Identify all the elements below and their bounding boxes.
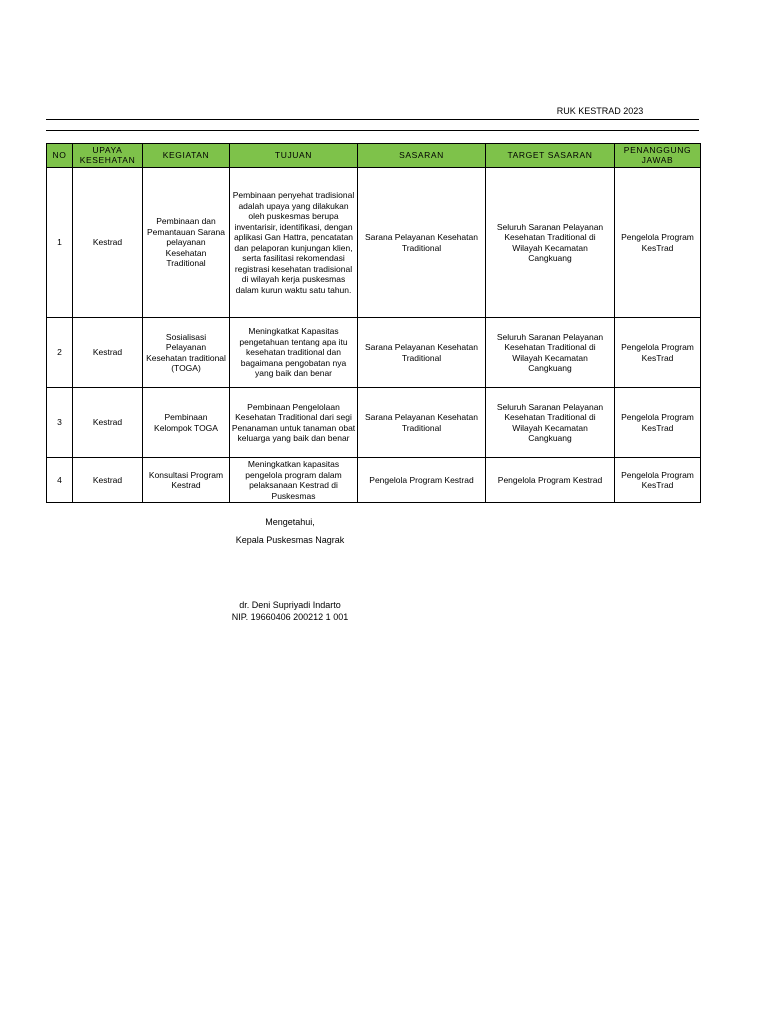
cell-tujuan: Pembinaan Pengelolaan Kesehatan Traditional dari segi Penanaman untuk tanaman obat keluarga yang baik dan benar bbox=[230, 388, 358, 458]
cell-target: Seluruh Saranan Pelayanan Kesehatan Traditional di Wilayah Kecamatan Cangkuang bbox=[486, 388, 615, 458]
table-row bbox=[47, 388, 701, 458]
table-row bbox=[47, 458, 701, 503]
cell-kegiatan: Pembinaan dan Pemantauan Sarana pelayanan Kesehatan Traditional bbox=[143, 168, 230, 318]
table-row bbox=[47, 318, 701, 388]
cell-penanggung-jawab: Pengelola Program KesTrad bbox=[615, 388, 701, 458]
table-row bbox=[47, 168, 701, 318]
cell-no: 2 bbox=[47, 318, 73, 388]
cell-upaya: Kestrad bbox=[73, 388, 143, 458]
header-rule-top bbox=[46, 119, 699, 120]
cell-upaya: Kestrad bbox=[73, 458, 143, 503]
cell-tujuan: Pembinaan penyehat tradisional adalah upaya yang dilakukan oleh puskesmas berupa inventarisir, identifikasi, dengan aplikasi Gan Hattra, pencatatan dan pelaporan kunjungan klien, serta fasilitasi rekomendasi registrasi kesehatan tradisional di wilayah kerja puskesmas dalam kurun waktu satu tahun. bbox=[230, 168, 358, 318]
header-rule-bottom bbox=[46, 130, 699, 131]
cell-penanggung-jawab: Pengelola Program KesTrad bbox=[615, 168, 701, 318]
cell-upaya: Kestrad bbox=[73, 318, 143, 388]
cell-upaya: Kestrad bbox=[73, 168, 143, 318]
signature-position: Kepala Puskesmas Nagrak bbox=[235, 535, 345, 545]
document-title: RUK KESTRAD 2023 bbox=[556, 106, 644, 116]
cell-penanggung-jawab: Pengelola Program KesTrad bbox=[615, 458, 701, 503]
cell-kegiatan: Konsultasi Program Kestrad bbox=[143, 458, 230, 503]
cell-target: Seluruh Saranan Pelayanan Kesehatan Traditional di Wilayah Kecamatan Cangkuang bbox=[486, 168, 615, 318]
plan-table bbox=[46, 143, 701, 503]
signature-nip: NIP. 19660406 200212 1 001 bbox=[231, 612, 349, 622]
cell-penanggung-jawab: Pengelola Program KesTrad bbox=[615, 318, 701, 388]
cell-no: 4 bbox=[47, 458, 73, 503]
header-penanggung-jawab: PENANGGUNG JAWAB bbox=[615, 144, 701, 168]
header-upaya-kesehatan: UPAYA KESEHATAN bbox=[73, 144, 143, 168]
cell-target: Seluruh Saranan Pelayanan Kesehatan Traditional di Wilayah Kecamatan Cangkuang bbox=[486, 318, 615, 388]
header-kegiatan: KEGIATAN bbox=[143, 144, 230, 168]
cell-no: 3 bbox=[47, 388, 73, 458]
cell-tujuan: Meningkatkan kapasitas pengelola program dalam pelaksanaan Kestrad di Puskesmas bbox=[230, 458, 358, 503]
table-header-row bbox=[47, 144, 701, 168]
cell-sasaran: Sarana Pelayanan Kesehatan Traditional bbox=[358, 168, 486, 318]
header-no: NO bbox=[47, 144, 73, 168]
cell-sasaran: Pengelola Program Kestrad bbox=[358, 458, 486, 503]
signature-acknowledged: Mengetahui, bbox=[265, 517, 315, 527]
cell-tujuan: Meningkatkat Kapasitas pengetahuan tentang apa itu kesehatan traditional dan bagaimana pengobatan nya yang baik dan benar bbox=[230, 318, 358, 388]
cell-no: 1 bbox=[47, 168, 73, 318]
signature-name: dr. Deni Supriyadi Indarto bbox=[239, 600, 341, 610]
header-target-sasaran: TARGET SASARAN bbox=[486, 144, 615, 168]
cell-kegiatan: Pembinaan Kelompok TOGA bbox=[143, 388, 230, 458]
header-tujuan: TUJUAN bbox=[230, 144, 358, 168]
cell-kegiatan: Sosialisasi Pelayanan Kesehatan traditional (TOGA) bbox=[143, 318, 230, 388]
cell-sasaran: Sarana Pelayanan Kesehatan Traditional bbox=[358, 388, 486, 458]
header-sasaran: SASARAN bbox=[358, 144, 486, 168]
cell-sasaran: Sarana Pelayanan Kesehatan Traditional bbox=[358, 318, 486, 388]
cell-target: Pengelola Program Kestrad bbox=[486, 458, 615, 503]
